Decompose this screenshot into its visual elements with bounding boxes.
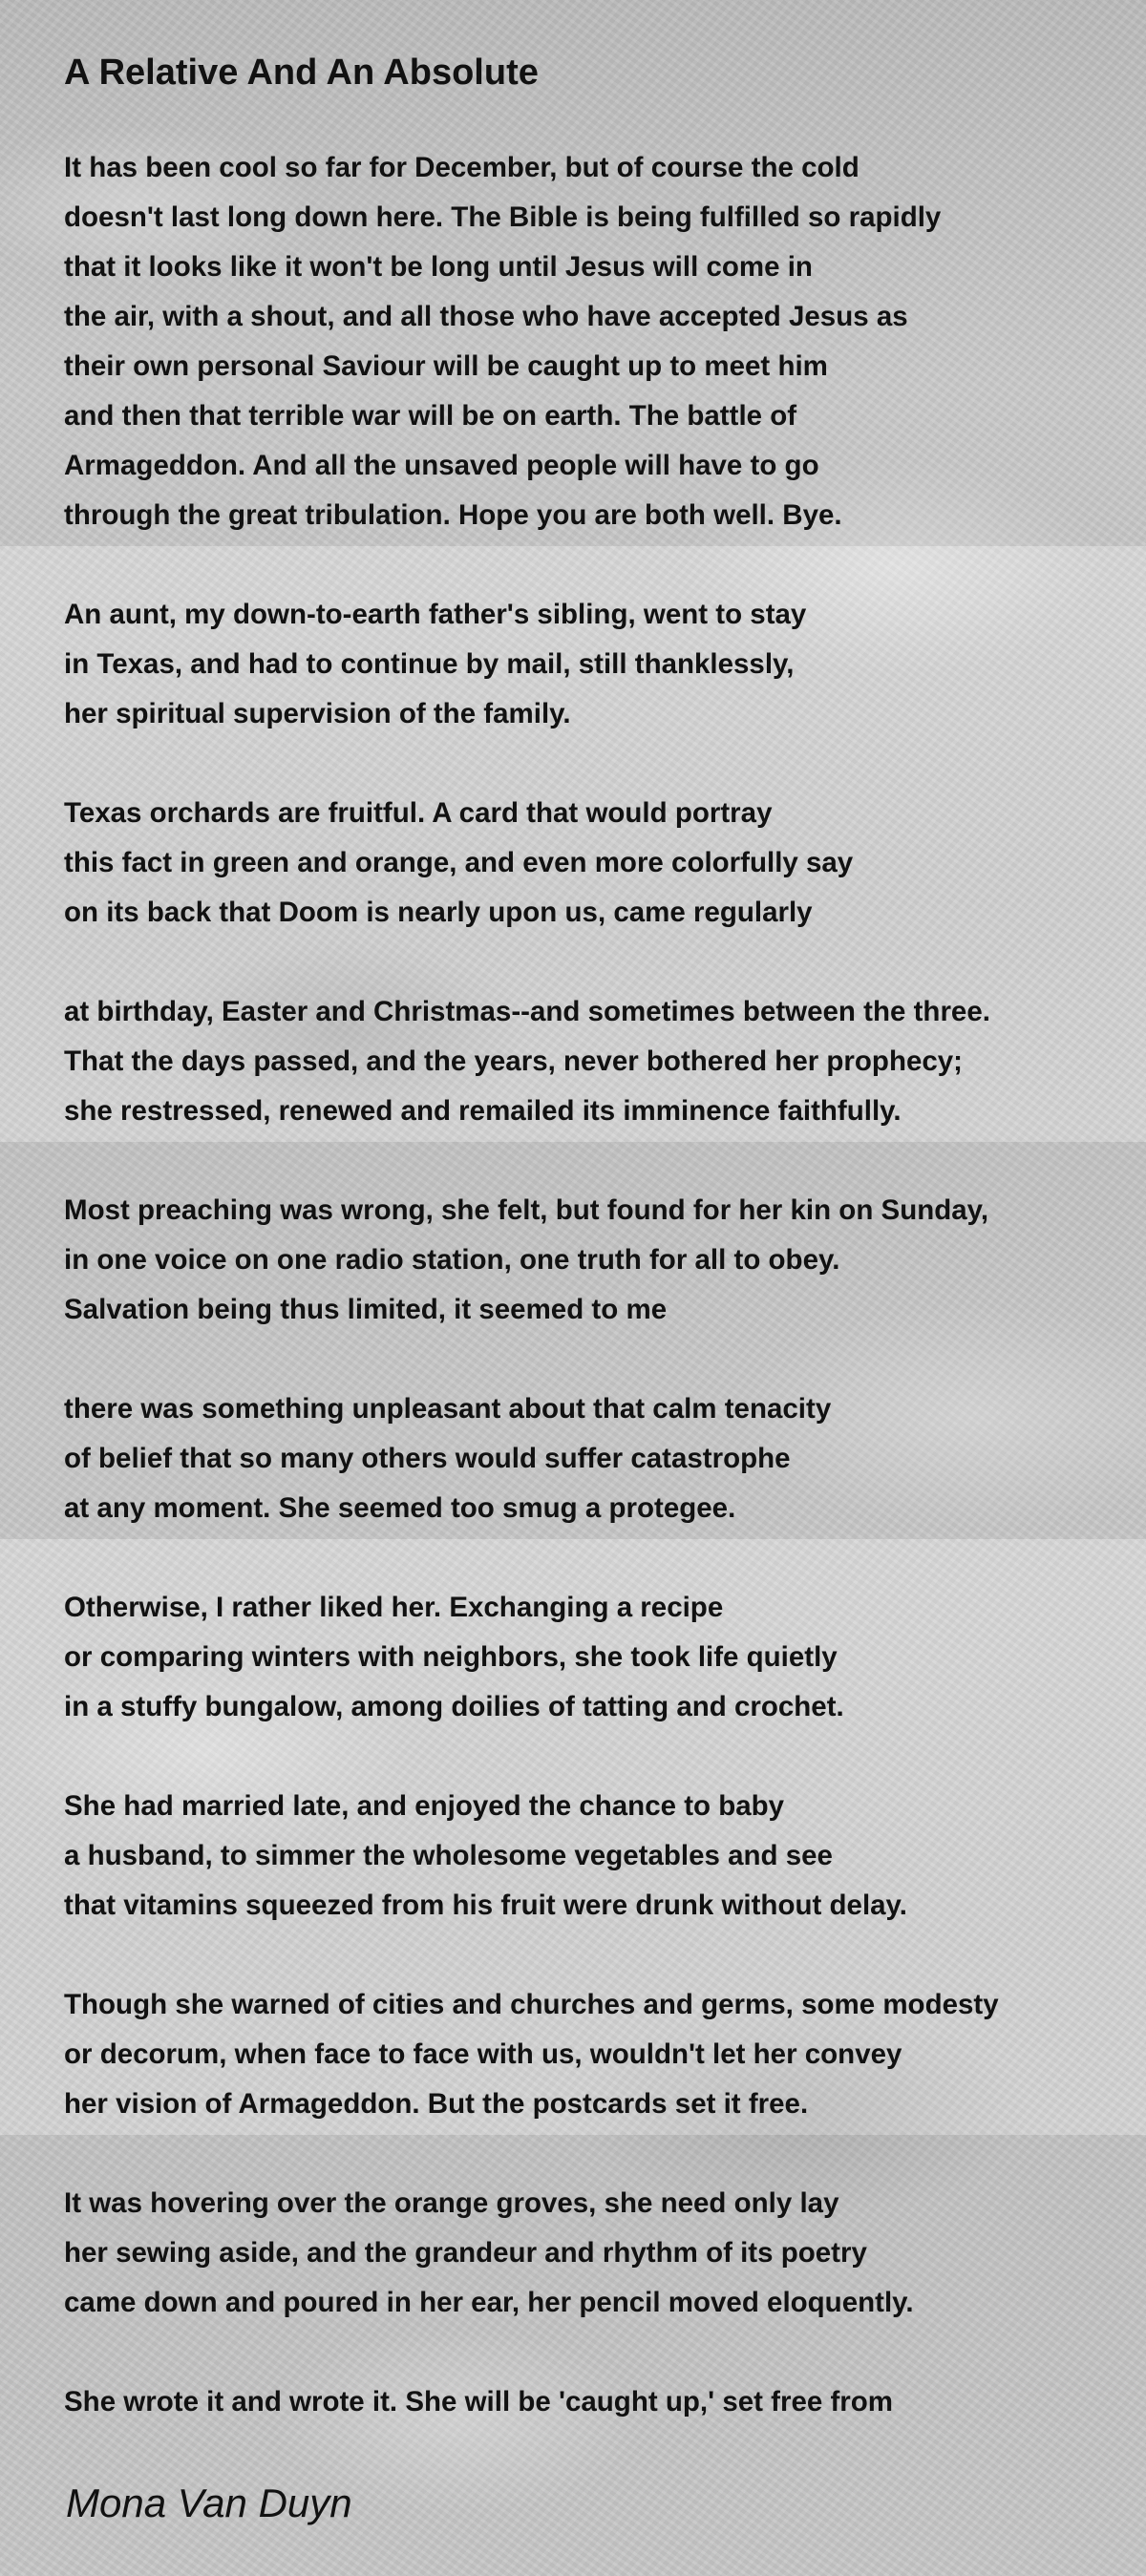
poem-line: in one voice on one radio station, one truth for all to obey. — [64, 1244, 840, 1276]
poem-line: It was hovering over the orange groves, she need only lay — [64, 2187, 839, 2219]
poem-line: and then that terrible war will be on earth. The battle of — [64, 400, 797, 432]
poem-line: their own personal Saviour will be caught up to meet him — [64, 350, 828, 382]
poem-line: or decorum, when face to face with us, wouldn't let her convey — [64, 2038, 902, 2070]
stanza — [64, 1782, 1124, 1931]
stanza — [64, 1384, 1124, 1533]
poem-line: this fact in green and orange, and even more colorfully say — [64, 847, 854, 878]
stanza — [64, 1583, 1124, 1732]
poem-line: her sewing aside, and the grandeur and rhythm of its poetry — [64, 2237, 867, 2269]
poem-line: That the days passed, and the years, never bothered her prophecy; — [64, 1045, 964, 1077]
poem-line: she restressed, renewed and remailed its imminence faithfully. — [64, 1095, 902, 1127]
poem-line: Armageddon. And all the unsaved people will have to go — [64, 450, 819, 481]
poem-line: her spiritual supervision of the family. — [64, 698, 571, 729]
poem-line: doesn't last long down here. The Bible is being fulfilled so rapidly — [64, 201, 942, 233]
poem-line: Salvation being thus limited, it seemed to me — [64, 1294, 668, 1325]
poem-line: She had married late, and enjoyed the chance to baby — [64, 1790, 785, 1822]
poem-line: Texas orchards are fruitful. A card that would portray — [64, 797, 773, 829]
poem-line: She wrote it and wrote it. She will be 'caught up,' set free from — [64, 2386, 894, 2418]
poem-line: at any moment. She seemed too smug a protegee. — [64, 1492, 736, 1524]
poem-line: came down and poured in her ear, her pencil moved eloquently. — [64, 2287, 914, 2318]
poem-line: a husband, to simmer the wholesome vegetables and see — [64, 1840, 833, 1871]
stanza — [64, 2179, 1124, 2328]
poem-line: the air, with a shout, and all those who have accepted Jesus as — [64, 301, 908, 332]
poem-line: through the great tribulation. Hope you are both well. Bye. — [64, 499, 842, 531]
stanza — [64, 2377, 1124, 2427]
stanza — [64, 143, 1124, 540]
poem-line: It has been cool so far for December, but of course the cold — [64, 152, 860, 183]
poem-author: Mona Van Duyn — [66, 2481, 352, 2525]
poem-line: Most preaching was wrong, she felt, but found for her kin on Sunday, — [64, 1194, 989, 1226]
poem-line: her vision of Armageddon. But the postcards set it free. — [64, 2088, 809, 2120]
poem-line: Though she warned of cities and churches and germs, some modesty — [64, 1989, 999, 2020]
poem-line: or comparing winters with neighbors, she took life quietly — [64, 1641, 838, 1673]
poem-body — [64, 143, 1124, 2477]
stanza — [64, 1186, 1124, 1335]
poem-line: in a stuffy bungalow, among doilies of tatting and crochet. — [64, 1691, 844, 1722]
poem-line: that it looks like it won't be long until Jesus will come in — [64, 251, 813, 283]
stanza — [64, 590, 1124, 739]
poem-line: of belief that so many others would suffer catastrophe — [64, 1443, 791, 1474]
stanza — [64, 987, 1124, 1136]
poem-line: Otherwise, I rather liked her. Exchanging a recipe — [64, 1592, 724, 1623]
poem-line: there was something unpleasant about that calm tenacity — [64, 1393, 832, 1425]
poem-line: An aunt, my down-to-earth father's sibling, went to stay — [64, 599, 807, 630]
poem-line: on its back that Doom is nearly upon us, came regularly — [64, 897, 813, 928]
poem-line: in Texas, and had to continue by mail, still thanklessly, — [64, 648, 795, 680]
poem-title: A Relative And An Absolute — [64, 53, 539, 93]
poem-line: that vitamins squeezed from his fruit were drunk without delay. — [64, 1890, 907, 1921]
stanza — [64, 1980, 1124, 2129]
stanza — [64, 789, 1124, 938]
poem-line: at birthday, Easter and Christmas--and sometimes between the three. — [64, 996, 990, 1027]
